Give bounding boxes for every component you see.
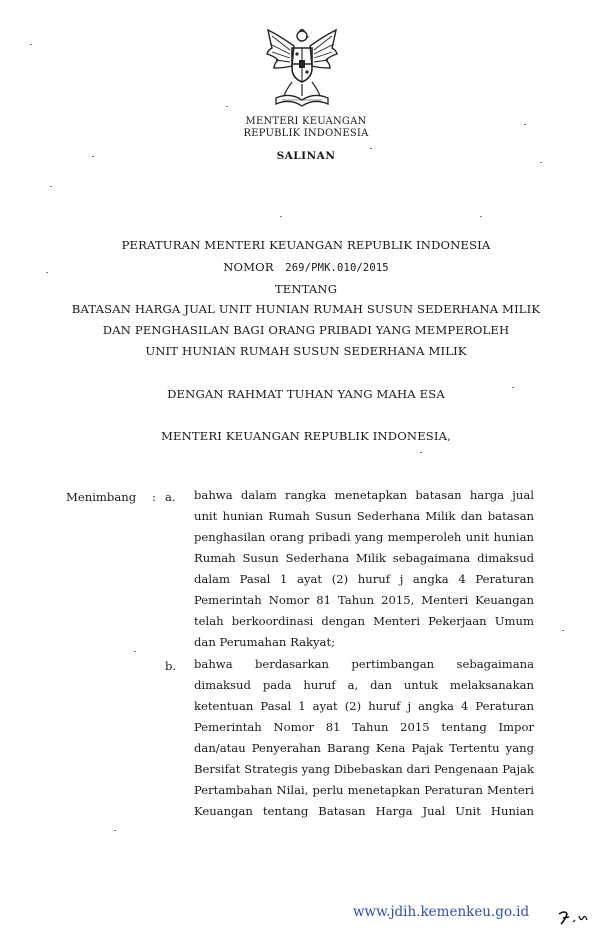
item-b-line: Keuangan tentang Batasan Harga Jual Unit Hunian	[194, 804, 534, 818]
scan-speck	[280, 216, 282, 217]
scan-speck	[512, 387, 514, 388]
regulation-title: PERATURAN MENTERI KEUANGAN REPUBLIK INDONESIA	[121, 238, 491, 252]
scan-speck	[420, 452, 422, 453]
considerations-label: Menimbang	[66, 490, 137, 504]
item-b-line: Pemerintah Nomor 81 Tahun 2015 tentang Impor	[194, 720, 534, 734]
scan-speck	[370, 148, 372, 149]
item-b-line: dan/atau Penyerahan Barang Kena Pajak Tertentu yang	[194, 741, 534, 755]
about-label: TENTANG	[274, 282, 338, 296]
item-b-letter: b.	[165, 659, 177, 673]
subject-line-1: BATASAN HARGA JUAL UNIT HUNIAN RUMAH SUSUN SEDERHANA MILIK	[71, 302, 541, 316]
scan-speck	[540, 162, 542, 163]
considerations-colon: :	[152, 490, 156, 504]
number-label: NOMOR	[223, 260, 274, 274]
scan-speck	[226, 106, 228, 107]
item-b-line: Pertambahan Nilai, perlu menetapkan Peraturan Menteri	[194, 783, 534, 797]
scan-speck	[50, 186, 52, 187]
copy-label: SALINAN	[276, 150, 336, 162]
item-a-line: Rumah Susun Sederhana Milik sebagaimana dimaksud	[194, 551, 534, 565]
item-a-line: unit hunian Rumah Susun Sederhana Milik dan batasan	[194, 509, 534, 523]
scan-speck	[562, 630, 564, 631]
jdih-link[interactable]: www.jdih.kemenkeu.go.id	[353, 904, 530, 920]
item-a-line: dan Perumahan Rakyat;	[194, 635, 336, 649]
item-b-line: ketentuan Pasal 1 ayat (2) huruf j angka 4 Peraturan	[194, 699, 534, 713]
scan-speck	[92, 156, 94, 157]
regulation-number	[0, 260, 612, 274]
blessing-line: DENGAN RAHMAT TUHAN YANG MAHA ESA	[167, 387, 445, 401]
item-a-letter: a.	[165, 490, 176, 504]
item-b-line: Bersifat Strategis yang Dibebaskan dari Pengenaan Pajak	[194, 762, 534, 776]
subject-line-3: UNIT HUNIAN RUMAH SUSUN SEDERHANA MILIK	[145, 344, 467, 358]
scan-speck	[30, 44, 32, 45]
scan-speck	[134, 651, 136, 652]
ministry-line-1: MENTERI KEUANGAN	[245, 116, 367, 127]
item-a-line: Pemerintah Nomor 81 Tahun 2015, Menteri Keuangan	[194, 593, 534, 607]
scan-speck	[46, 272, 48, 273]
garuda-emblem-icon	[262, 26, 342, 110]
item-b-line: bahwa berdasarkan pertimbangan sebagaimana	[194, 657, 534, 671]
item-a-line: bahwa dalam rangka menetapkan batasan harga jual	[194, 488, 534, 502]
number-value: 269/PMK.010/2015	[285, 262, 389, 274]
item-b-line: dimaksud pada huruf a, dan untuk melaksanakan	[194, 678, 534, 692]
paraf-initial-icon	[557, 908, 591, 928]
item-a-line: telah berkoordinasi dengan Menteri Pekerjaan Umum	[194, 614, 534, 628]
ministry-line-2: REPUBLIK INDONESIA	[243, 128, 369, 139]
item-a-line: dalam Pasal 1 ayat (2) huruf j angka 4 Peraturan	[194, 572, 534, 586]
scan-speck	[114, 830, 116, 831]
scan-speck	[524, 124, 526, 125]
issuer-line: MENTERI KEUANGAN REPUBLIK INDONESIA,	[160, 429, 451, 443]
item-a-line: penghasilan orang pribadi yang memperoleh unit hunian	[194, 530, 534, 544]
scan-speck	[480, 216, 482, 217]
subject-line-2: DAN PENGHASILAN BAGI ORANG PRIBADI YANG MEMPEROLEH	[102, 323, 510, 337]
